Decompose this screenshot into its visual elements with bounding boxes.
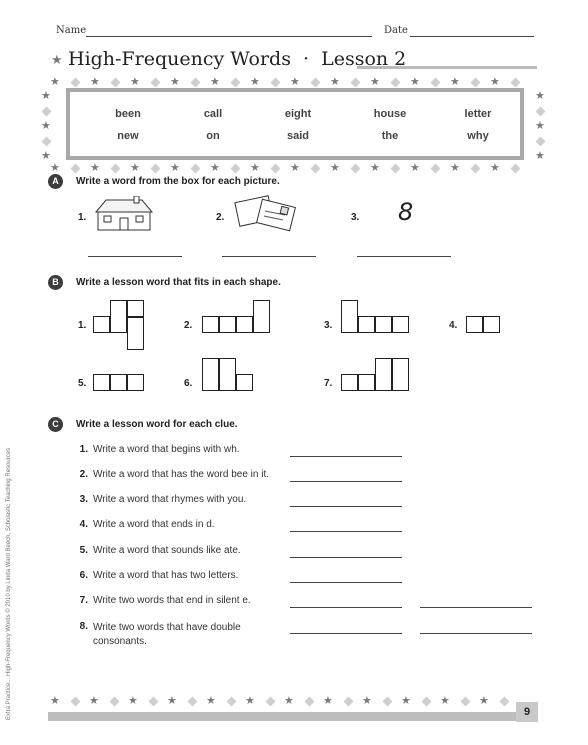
star-icon: ★ [479, 695, 489, 707]
letter-box-shape-5[interactable] [110, 374, 127, 391]
clue-text: Write a word that has the word bee in it. [93, 469, 270, 480]
diamond-icon [511, 164, 521, 174]
star-icon: ★ [50, 76, 60, 88]
star-icon: ★ [130, 76, 140, 88]
star-icon: ★ [250, 76, 260, 88]
word-box-word: why [467, 130, 489, 142]
title-rule [357, 66, 537, 69]
diamond-icon [109, 697, 119, 707]
date-label: Date [384, 25, 408, 36]
diamond-icon [226, 697, 236, 707]
diamond-icon [351, 78, 361, 88]
diamond-icon [265, 697, 275, 707]
a-answer-line-1[interactable] [88, 256, 182, 257]
diamond-icon [311, 164, 321, 174]
clue-answer-line[interactable] [290, 531, 402, 532]
star-icon: ★ [362, 695, 372, 707]
word-box-word: new [117, 130, 139, 142]
star-icon: ★ [90, 76, 100, 88]
letter-box-shape-6[interactable] [219, 358, 236, 391]
letter-box-shape-1[interactable] [127, 317, 144, 350]
diamond-icon [499, 697, 509, 707]
star-icon: ★ [170, 162, 180, 174]
diamond-icon [187, 697, 197, 707]
diamond-icon [460, 697, 470, 707]
name-label: Name [56, 25, 87, 36]
star-icon: ★ [250, 162, 260, 174]
letter-box-shape-7[interactable] [392, 358, 409, 391]
letter-box-shape-3[interactable] [358, 316, 375, 333]
section-b-instruction: Write a lesson word that fits in each shape. [76, 277, 281, 288]
clue-number: 8. [79, 621, 88, 632]
letter-box-shape-3[interactable] [392, 316, 409, 333]
b-shape-2-num: 2. [184, 320, 193, 331]
star-icon: ★ [535, 150, 545, 162]
letter-box-shape-2[interactable] [236, 316, 253, 333]
diamond-icon [71, 78, 81, 88]
a-item-3-picture: 8 [398, 198, 414, 226]
side-credit: Extra Practice... High-Frequency Words © 2010 by Linda Ward Beech, Scholastic Teaching Resources [6, 447, 12, 720]
star-icon: ★ [370, 162, 380, 174]
diamond-icon [191, 78, 201, 88]
title-star-icon: ★ [51, 52, 63, 67]
diamond-icon [431, 164, 441, 174]
star-icon: ★ [41, 150, 51, 162]
letter-box-shape-1[interactable] [110, 300, 127, 333]
title-dot: · [303, 48, 310, 70]
letter-box-shape-2[interactable] [202, 316, 219, 333]
word-box-word: said [286, 130, 309, 142]
star-icon: ★ [89, 695, 99, 707]
clue-answer-line[interactable] [290, 557, 402, 558]
letter-box-shape-1[interactable] [127, 300, 144, 317]
clue-answer-line[interactable] [290, 607, 402, 608]
date-line[interactable] [410, 36, 534, 37]
clue-text: Write a word that has two letters. [93, 570, 239, 581]
letter-box-shape-4[interactable] [483, 316, 500, 333]
clue-number: 6. [79, 570, 88, 581]
diamond-icon [391, 78, 401, 88]
diamond-icon [71, 164, 81, 174]
star-icon: ★ [41, 90, 51, 102]
title-main: High-Frequency Words [68, 48, 291, 70]
diamond-icon [536, 107, 546, 117]
clue-text: Write a word that begins with wh. [93, 444, 240, 455]
b-shape-7-num: 7. [324, 378, 333, 389]
diamond-icon [511, 78, 521, 88]
letters-icon [233, 193, 299, 233]
diamond-icon [231, 164, 241, 174]
star-icon: ★ [130, 162, 140, 174]
star-icon: ★ [210, 162, 220, 174]
clue-text: Write a word that rhymes with you. [93, 494, 247, 505]
clue-number: 1. [79, 444, 88, 455]
diamond-icon [151, 78, 161, 88]
diamond-icon [42, 107, 52, 117]
letter-box-shape-3[interactable] [375, 316, 392, 333]
star-icon: ★ [330, 162, 340, 174]
section-a-badge: A [48, 174, 63, 189]
star-icon: ★ [330, 76, 340, 88]
letter-box-shape-7[interactable] [358, 374, 375, 391]
word-box [66, 88, 524, 160]
letter-box-shape-2[interactable] [219, 316, 236, 333]
letter-box-shape-7[interactable] [341, 374, 358, 391]
a-item-2-num: 2. [216, 212, 225, 223]
diamond-icon [111, 164, 121, 174]
diamond-icon [343, 697, 353, 707]
section-c-instruction: Write a lesson word for each clue. [76, 419, 238, 430]
word-box-word: eight [284, 108, 312, 120]
diamond-icon [391, 164, 401, 174]
diamond-icon [304, 697, 314, 707]
diamond-icon [311, 78, 321, 88]
clue-answer-line[interactable] [290, 456, 402, 457]
diamond-icon [421, 697, 431, 707]
a-item-1-num: 1. [78, 212, 87, 223]
star-icon: ★ [90, 162, 100, 174]
diamond-icon [431, 78, 441, 88]
clue-answer-line[interactable] [290, 582, 402, 583]
star-icon: ★ [410, 76, 420, 88]
clue-number: 7. [79, 595, 88, 606]
star-icon: ★ [210, 76, 220, 88]
a-answer-line-2[interactable] [222, 256, 316, 257]
clue-answer-line[interactable] [290, 481, 402, 482]
diamond-icon [191, 164, 201, 174]
star-icon: ★ [440, 695, 450, 707]
clue-number: 2. [79, 469, 88, 480]
star-icon: ★ [284, 695, 294, 707]
letter-box-shape-4[interactable] [466, 316, 483, 333]
star-icon: ★ [410, 162, 420, 174]
footer-bar [48, 712, 516, 721]
b-shape-3-num: 3. [324, 320, 333, 331]
star-icon: ★ [323, 695, 333, 707]
house-icon [90, 196, 156, 234]
star-icon: ★ [50, 695, 60, 707]
clue-text: Write two words that end in silent e. [93, 595, 251, 606]
diamond-icon [271, 78, 281, 88]
diamond-icon [148, 697, 158, 707]
letter-box-shape-7[interactable] [375, 358, 392, 391]
b-shape-4-num: 4. [449, 320, 458, 331]
word-box-word: house [373, 108, 407, 120]
clue-number: 5. [79, 545, 88, 556]
word-box-word: call [203, 108, 223, 120]
star-icon: ★ [450, 76, 460, 88]
star-icon: ★ [535, 90, 545, 102]
clue-answer-line[interactable] [290, 506, 402, 507]
clue-answer-line-2[interactable] [420, 607, 532, 608]
section-b-badge: B [48, 275, 63, 290]
word-box-word: been [115, 108, 141, 120]
diamond-icon [382, 697, 392, 707]
letter-box-shape-2[interactable] [253, 300, 270, 333]
diamond-icon [42, 137, 52, 147]
star-icon: ★ [170, 76, 180, 88]
diamond-icon [231, 78, 241, 88]
star-icon: ★ [290, 76, 300, 88]
star-icon: ★ [167, 695, 177, 707]
word-box-word: on [206, 130, 220, 142]
diamond-icon [151, 164, 161, 174]
star-icon: ★ [245, 695, 255, 707]
star-icon: ★ [450, 162, 460, 174]
a-answer-line-3[interactable] [357, 256, 451, 257]
clue-text: Write two words that have double consonants. [93, 622, 241, 647]
section-a-instruction: Write a word from the box for each picture. [76, 176, 280, 187]
clue-number: 3. [79, 494, 88, 505]
letter-box-shape-5[interactable] [127, 374, 144, 391]
star-icon: ★ [128, 695, 138, 707]
letter-box-shape-1[interactable] [93, 316, 110, 333]
letter-box-shape-6[interactable] [202, 358, 219, 391]
diamond-icon [471, 164, 481, 174]
star-icon: ★ [370, 76, 380, 88]
a-item-3-num: 3. [351, 212, 360, 223]
star-icon: ★ [41, 120, 51, 132]
clue-text: Write a word that sounds like ate. [93, 545, 241, 556]
b-shape-1-num: 1. [78, 320, 87, 331]
diamond-icon [70, 697, 80, 707]
clue-text: Write a word that ends in d. [93, 519, 215, 530]
star-icon: ★ [50, 162, 60, 174]
clue-answer-line-2[interactable] [420, 633, 532, 634]
letter-box-shape-5[interactable] [93, 374, 110, 391]
b-shape-6-num: 6. [184, 378, 193, 389]
name-line[interactable] [86, 36, 372, 37]
b-shape-5-num: 5. [78, 378, 87, 389]
section-c-badge: C [48, 417, 63, 432]
star-icon: ★ [206, 695, 216, 707]
clue-answer-line[interactable] [290, 633, 402, 634]
diamond-icon [111, 78, 121, 88]
page-title [68, 48, 406, 70]
letter-box-shape-3[interactable] [341, 300, 358, 333]
page-number: 9 [516, 702, 538, 722]
title-lesson: Lesson 2 [321, 48, 407, 70]
star-icon: ★ [535, 120, 545, 132]
diamond-icon [351, 164, 361, 174]
clue-number: 4. [79, 519, 88, 530]
star-icon: ★ [290, 162, 300, 174]
diamond-icon [536, 137, 546, 147]
star-icon: ★ [401, 695, 411, 707]
diamond-icon [471, 78, 481, 88]
letter-box-shape-6[interactable] [236, 374, 253, 391]
word-box-word: letter [464, 108, 492, 120]
word-box-word: the [381, 130, 399, 142]
star-icon: ★ [490, 76, 500, 88]
diamond-icon [271, 164, 281, 174]
star-icon: ★ [490, 162, 500, 174]
